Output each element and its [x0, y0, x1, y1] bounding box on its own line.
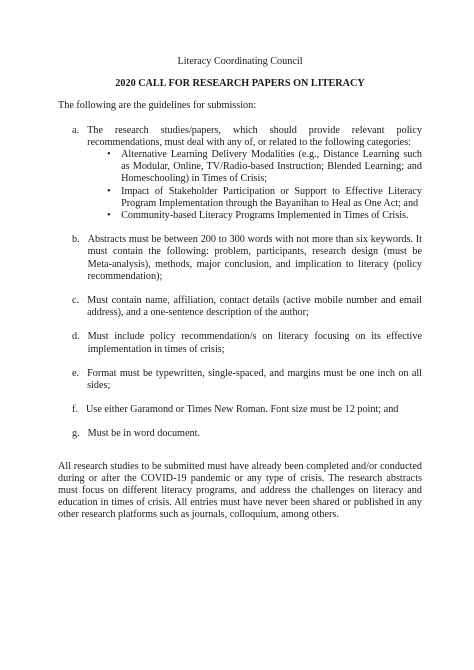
guideline-marker: a.	[72, 124, 80, 136]
guideline-text: Must include policy recommendation/s on literacy focusing on its effective implementation in times of crisis;	[87, 331, 422, 355]
guideline-text: Must contain name, affiliation, contact details (active mobile number and email address), and a one-sentence description of the author;	[87, 295, 422, 319]
guideline-text: Abstracts must be between 200 to 300 words with not more than six keywords. It must contain the following: problem, participants, research design (must be Meta-analysis), methods, major conclusion, and implication to literacy (policy recommendation);	[87, 234, 422, 282]
guideline-marker: b.	[72, 234, 80, 246]
organization-name: Literacy Coordinating Council	[177, 56, 303, 67]
guideline-body	[87, 125, 422, 223]
category-bullet	[107, 149, 422, 186]
category-bullet	[107, 186, 422, 210]
bullet-text: Alternative Learning Delivery Modalities (e.g., Distance Learning such as Modular, Online, TV/Radio-based Instruction; Blended Learning; and Homeschooling) in Times of Crisis;	[121, 149, 422, 185]
guideline-text: The research studies/papers, which should provide relevant policy recommendations, must deal with any of, or related to the following categories:	[87, 124, 422, 148]
guideline-marker: d.	[72, 331, 80, 343]
bullet-text: Impact of Stakeholder Participation or Support to Effective Literacy Program Implementation through the Bayanihan to Heal as One Act; and	[121, 185, 422, 209]
intro-text: The following are the guidelines for submission:	[58, 100, 257, 112]
guideline-item-a	[58, 125, 422, 223]
guideline-marker: f.	[72, 404, 78, 416]
guideline-item-e	[58, 368, 422, 392]
guideline-text: Use either Garamond or Times New Roman. Font size must be 12 point; and	[86, 404, 399, 416]
guideline-item-d	[58, 331, 422, 355]
bullet-icon: •	[107, 210, 111, 222]
closing-paragraph: All research studies to be submitted must have already been completed and/or conducted during or after the COVID-19 pandemic or any type of crisis. The research abstracts must focus on different literacy programs, and address the challenges on literacy and education in times of crisis. All entries must have never been shared or published in any other research platforms such as journals, colloquium, among others.	[58, 460, 422, 521]
bullet-text: Community-based Literacy Programs Implemented in Times of Crisis.	[121, 210, 409, 222]
document-title: 2020 CALL FOR RESEARCH PAPERS ON LITERACY	[115, 78, 365, 90]
bullet-icon: •	[107, 149, 111, 161]
guideline-item-g	[58, 428, 422, 440]
guideline-text: Must be in word document.	[87, 428, 200, 440]
bullet-icon: •	[107, 185, 111, 197]
guideline-item-f	[58, 404, 422, 416]
category-bullets	[87, 149, 422, 222]
guidelines-list	[58, 125, 422, 441]
guideline-item-c	[58, 295, 422, 319]
guideline-marker: e.	[72, 367, 80, 379]
guideline-item-b	[58, 234, 422, 283]
guideline-marker: c.	[72, 295, 80, 307]
guideline-marker: g.	[72, 428, 80, 440]
category-bullet	[107, 210, 422, 222]
guideline-text: Format must be typewritten, single-spaced, and margins must be one inch on all sides;	[87, 367, 422, 392]
